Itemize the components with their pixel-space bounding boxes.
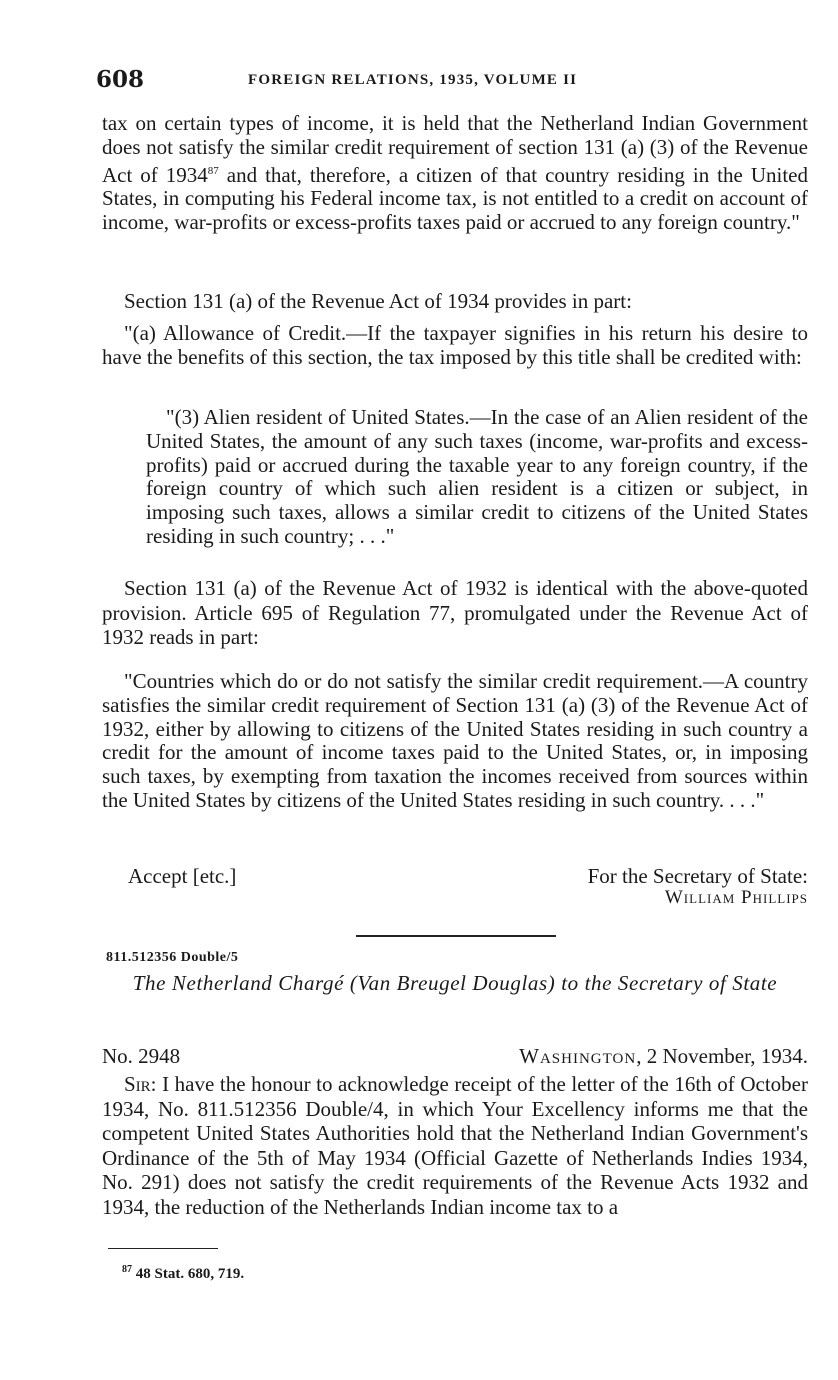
date-city: Washington — [519, 1044, 637, 1068]
page-number: 608 — [96, 66, 145, 93]
document-number: No. 2948 — [102, 1044, 181, 1068]
letter-body — [102, 1072, 808, 1219]
footnote-text: 48 Stat. 680, 719. — [132, 1266, 245, 1282]
document-title: The Netherland Chargé (Van Breugel Douglas) to the Secretary of State — [132, 971, 778, 995]
date-line — [519, 1044, 808, 1069]
paragraph-continuation — [102, 112, 808, 235]
salutation: Sir: — [124, 1072, 157, 1096]
footnote-marker: 87 — [122, 1264, 132, 1275]
letter-body-text: I have the honour to acknowledge receipt of the letter of the 16th of October 1934, No. 811.512356 Double/4, in which Your Excellency informs me that the competent United States Authorities hold that the Netherland Indian Government's Ordinance of the 5th of May 1934 (Official Gazette of Netherlands Indies 1934, No. 291) does not satisfy the credit requirements of the Revenue Acts 1932 and 1934, the reduction of the Netherlands Indian income tax to a — [102, 1072, 808, 1219]
running-title: FOREIGN RELATIONS, 1935, VOLUME II — [248, 72, 578, 88]
footnote-reference: 87 — [207, 164, 219, 177]
dateline — [102, 1044, 808, 1069]
paragraph-continuation-end: and that, therefore, a citizen of that country residing in the United States, in computing his Federal income tax, is not entitled to a credit on account of income, war-profits or excess-profits taxes paid or accrued to any foreign country." — [102, 162, 808, 235]
section-intro-paragraph: Section 131 (a) of the Revenue Act of 1934 provides in part: — [124, 289, 632, 313]
signature-name: William Phillips — [664, 887, 808, 908]
paragraph-1932-act: Section 131 (a) of the Revenue Act of 1932 is identical with the above-quoted provision. Article 695 of Regulation 77, promulgated under the Revenue Act of 1932 reads in part: — [102, 576, 808, 649]
section-divider — [356, 935, 556, 937]
quote-allowance-of-credit: "(a) Allowance of Credit.—If the taxpayer signifies in his return his desire to have the benefits of this section, the tax imposed by this title shall be credited with: — [102, 321, 808, 369]
closing-row — [102, 864, 808, 889]
accept-etc: Accept [etc.] — [128, 864, 237, 888]
for-the-secretary: For the Secretary of State: — [587, 864, 808, 888]
file-number: 811.512356 Double/5 — [106, 950, 239, 965]
footnote-rule — [108, 1248, 218, 1249]
quote-regulation-77: "Countries which do or do not satisfy the similar credit requirement.—A country satisfies the similar credit requirement of Section 131 (a) (3) of the Revenue Act of 1932, either by allowing to citizens of the United States residing in such country a credit for the amount of income taxes paid to the United States, or, in imposing such taxes, by exempting from taxation the incomes received from sources within the United States by citizens of the United States residing in such country. . . ." — [102, 669, 808, 812]
paragraph-continuation-text: tax on certain types of income, it is held that the Netherland Indian Government does not satisfy the similar credit requirement of section 131 (a) (3) of the Revenue Act of 1934 — [102, 111, 808, 187]
date-rest: , 2 November, 1934. — [636, 1044, 808, 1068]
quote-alien-resident: "(3) Alien resident of United States.—In the case of an Alien resident of the United States, the amount of any such taxes (income, war-profits and excess-profits) paid or accrued during the taxable year to any foreign country, if the foreign country of which such alien resident is a citizen or subject, in imposing such taxes, allows a similar credit to citizens of the United States residing in such country; . . ." — [146, 405, 808, 548]
footnote — [122, 1264, 244, 1283]
